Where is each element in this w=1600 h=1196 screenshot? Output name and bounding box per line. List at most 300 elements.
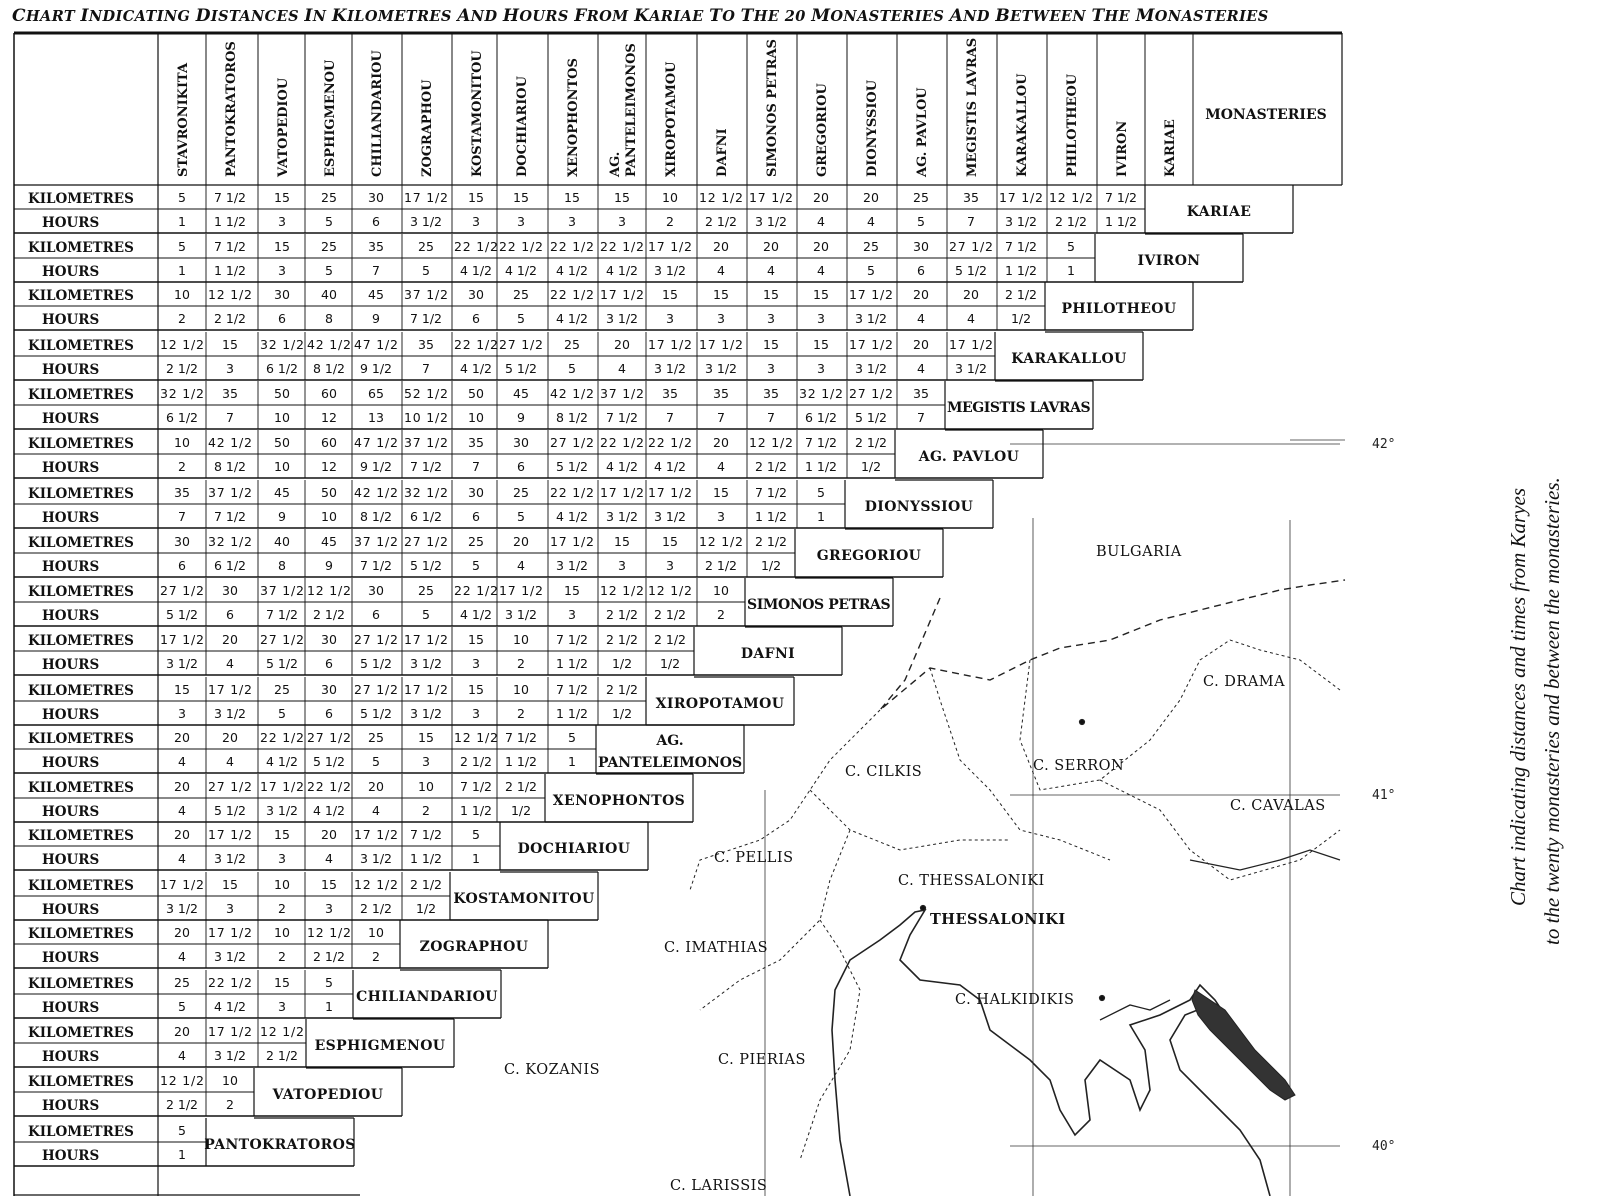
km-value: 35 (913, 386, 929, 401)
km-value: 7 1/2 (1004, 239, 1038, 254)
hours-value: 3 (517, 214, 525, 229)
monastery-name: CHILIANDARIOU (356, 989, 498, 1005)
hours-value: 2 1/2 (165, 361, 199, 376)
row-label-km: KILOMETRES (28, 436, 134, 452)
hours-value: 4 (517, 558, 525, 573)
hours-value: 5 1/2 (555, 459, 589, 474)
hours-value: 3 (717, 311, 725, 326)
monastery-name: PHILOTHEOU (1061, 301, 1177, 317)
hours-value: 7 1/2 (265, 607, 299, 622)
hours-value: 3 (618, 558, 626, 573)
hours-value: 3 (666, 311, 674, 326)
km-value: 12 1/2 (454, 730, 498, 745)
km-value: 2 1/2 (605, 682, 639, 697)
hours-value: 3 1/2 (605, 311, 639, 326)
km-value: 17 1/2 (404, 682, 448, 697)
hours-value: 3 1/2 (653, 361, 687, 376)
monastery-name: XENOPHONTOS (552, 793, 686, 809)
km-value: 37 1/2 (208, 485, 252, 500)
km-value: 12 1/2 (160, 337, 204, 352)
hours-value: 3 (278, 999, 286, 1014)
monastery-name: ZOGRAPHOU (419, 939, 529, 955)
km-value: 50 (274, 435, 290, 450)
km-value: 22 1/2 (550, 287, 594, 302)
hours-value: 7 (178, 509, 186, 524)
km-value: 15 (274, 190, 290, 205)
hours-value: 8 1/2 (555, 410, 589, 425)
km-value: 7 1/2 (213, 239, 247, 254)
hours-value: 6 (226, 607, 234, 622)
hours-value: 6 (472, 509, 480, 524)
km-value: 20 (174, 730, 190, 745)
row-label-km: KILOMETRES (28, 976, 134, 992)
row-label-hours: HOURS (42, 510, 100, 526)
hours-value: 3 1/2 (213, 1048, 247, 1063)
hours-value: 2 (372, 949, 380, 964)
km-value: 15 (174, 682, 190, 697)
km-value: 17 1/2 (749, 190, 793, 205)
hours-value: 6 1/2 (213, 558, 247, 573)
hours-value: 6 1/2 (165, 410, 199, 425)
hours-value: 3 1/2 (854, 311, 888, 326)
hours-value: 2 1/2 (359, 901, 393, 916)
km-value: 25 (468, 534, 484, 549)
km-value: 7 1/2 (504, 730, 538, 745)
row-label-km: KILOMETRES (28, 780, 134, 796)
km-value: 17 1/2 (354, 827, 398, 842)
hours-value: 4 1/2 (459, 607, 493, 622)
km-value: 32 1/2 (799, 386, 843, 401)
hours-value: 1 1/2 (555, 656, 589, 671)
hours-value: 7 1/2 (359, 558, 393, 573)
km-value: 15 (713, 287, 729, 302)
km-value: 35 (174, 485, 190, 500)
km-value: 17 1/2 (550, 534, 594, 549)
row-label-km: KILOMETRES (28, 828, 134, 844)
hours-value: 1 (325, 999, 333, 1014)
km-value: 17 1/2 (404, 632, 448, 647)
row-label-km: KILOMETRES (28, 878, 134, 894)
hours-value: 4 1/2 (653, 459, 687, 474)
hours-value: 7 (372, 263, 380, 278)
hours-value: 2 1/2 (754, 459, 788, 474)
km-value: 17 1/2 (260, 779, 304, 794)
hours-value: 3 1/2 (854, 361, 888, 376)
km-value: 25 (418, 239, 434, 254)
km-value: 15 (274, 975, 290, 990)
km-value: 7 1/2 (213, 190, 247, 205)
km-value: 32 1/2 (160, 386, 204, 401)
km-value: 7 1/2 (804, 435, 838, 450)
km-value: 35 (222, 386, 238, 401)
monastery-name: KARIAE (1186, 204, 1252, 220)
km-value: 7 1/2 (555, 632, 589, 647)
hours-value: 4 (178, 851, 186, 866)
km-value: 12 1/2 (307, 583, 351, 598)
hours-value: 4 1/2 (555, 311, 589, 326)
row-label-hours: HOURS (42, 1098, 100, 1114)
hours-value: 2 (178, 311, 186, 326)
national-border (880, 580, 1345, 710)
hours-value: 5 (278, 706, 286, 721)
km-value: 15 (274, 239, 290, 254)
hours-value: 3 1/2 (265, 803, 299, 818)
hours-value: 10 (468, 410, 484, 425)
hours-value: 5 1/2 (854, 410, 888, 425)
hours-value: 6 1/2 (804, 410, 838, 425)
map-label: C. HALKIDIKIS (955, 992, 1075, 1008)
hours-value: 6 (372, 607, 380, 622)
km-value: 15 (564, 190, 580, 205)
hours-value: 3 1/2 (165, 901, 199, 916)
map-label: C. CAVALAS (1230, 798, 1326, 814)
km-value: 35 (368, 239, 384, 254)
km-value: 15 (468, 632, 484, 647)
hours-value: 1/2 (611, 656, 633, 671)
row-label-km: KILOMETRES (28, 486, 134, 502)
hours-value: 5 (517, 509, 525, 524)
side-caption-line-2: to the twenty monasteries and between the monasteries. (1540, 477, 1564, 945)
hours-value: 10 (321, 509, 337, 524)
column-header: DAFNI (715, 128, 730, 177)
km-value: 30 (468, 485, 484, 500)
hours-value: 4 (226, 656, 234, 671)
hours-value: 1 1/2 (213, 214, 247, 229)
hours-value: 2 (278, 901, 286, 916)
km-value: 45 (274, 485, 290, 500)
km-value: 2 1/2 (504, 779, 538, 794)
km-value: 17 1/2 (600, 287, 644, 302)
hours-value: 3 (717, 509, 725, 524)
hours-value: 1/2 (510, 803, 532, 818)
map-dot (921, 906, 926, 911)
hours-value: 12 (321, 459, 337, 474)
athos-peninsula (1192, 990, 1295, 1100)
hours-value: 5 (917, 214, 925, 229)
hours-value: 1 (1067, 263, 1075, 278)
map-label: BULGARIA (1096, 544, 1182, 560)
map-dot (1080, 720, 1085, 725)
km-value: 17 1/2 (208, 827, 252, 842)
km-value: 27 1/2 (404, 534, 448, 549)
column-header: ESPHIGMENOU (323, 59, 338, 177)
km-value: 10 (418, 779, 434, 794)
km-value: 5 (178, 1123, 186, 1138)
hours-value: 2 1/2 (653, 607, 687, 622)
km-value: 30 (321, 632, 337, 647)
km-value: 10 (713, 583, 729, 598)
hours-value: 3 (422, 754, 430, 769)
km-value: 47 1/2 (354, 337, 398, 352)
hours-value: 6 (372, 214, 380, 229)
hours-value: 2 (226, 1097, 234, 1112)
km-value: 17 1/2 (849, 287, 893, 302)
hours-value: 1 1/2 (409, 851, 443, 866)
km-value: 17 1/2 (404, 190, 448, 205)
hours-value: 3 (325, 901, 333, 916)
km-value: 5 (472, 827, 480, 842)
hours-value: 3 1/2 (1004, 214, 1038, 229)
km-value: 22 1/2 (600, 435, 644, 450)
km-value: 5 (325, 975, 333, 990)
hours-value: 8 (278, 558, 286, 573)
hours-value: 6 (278, 311, 286, 326)
monastery-name: DOCHIARIOU (517, 841, 631, 857)
km-value: 20 (174, 1024, 190, 1039)
row-label-hours: HOURS (42, 608, 100, 624)
hours-value: 6 (325, 706, 333, 721)
row-label-km: KILOMETRES (28, 387, 134, 403)
km-value: 2 1/2 (605, 632, 639, 647)
km-value: 50 (274, 386, 290, 401)
hours-value: 2 1/2 (312, 607, 346, 622)
page-title: CHART INDICATING DISTANCES IN KILOMETRES AND HOURS FROM KARIAE TO THE 20 MONASTERIES AND BETWEEN THE MONASTERIES (12, 6, 1269, 26)
hours-value: 1 1/2 (213, 263, 247, 278)
hours-value: 4 1/2 (504, 263, 538, 278)
hours-value: 1 (817, 509, 825, 524)
km-value: 27 1/2 (307, 730, 351, 745)
km-value: 20 (222, 632, 238, 647)
km-value: 17 1/2 (160, 632, 204, 647)
hours-value: 2 1/2 (213, 311, 247, 326)
monastery-name: DAFNI (740, 646, 796, 662)
row-label-hours: HOURS (42, 707, 100, 723)
hours-value: 4 (967, 311, 975, 326)
column-header: XIROPOTAMOU (664, 61, 679, 177)
km-value: 15 (614, 190, 630, 205)
km-value: 35 (662, 386, 678, 401)
km-value: 15 (468, 682, 484, 697)
map-label: C. KOZANIS (504, 1062, 601, 1078)
km-value: 20 (174, 925, 190, 940)
hours-value: 1/2 (760, 558, 782, 573)
km-value: 2 1/2 (754, 534, 788, 549)
km-value: 25 (564, 337, 580, 352)
km-value: 10 (368, 925, 384, 940)
hours-value: 8 1/2 (359, 509, 393, 524)
km-value: 27 1/2 (550, 435, 594, 450)
hours-value: 4 (917, 361, 925, 376)
km-value: 27 1/2 (208, 779, 252, 794)
hours-value: 5 1/2 (312, 754, 346, 769)
hours-value: 7 (422, 361, 430, 376)
km-value: 12 1/2 (600, 583, 644, 598)
km-value: 45 (513, 386, 529, 401)
hours-value: 4 1/2 (312, 803, 346, 818)
km-value: 17 1/2 (849, 337, 893, 352)
row-label-hours: HOURS (42, 804, 100, 820)
column-header: KARAKALLOU (1015, 73, 1030, 177)
hours-value: 4 (817, 263, 825, 278)
km-value: 42 1/2 (354, 485, 398, 500)
monastery-name: KARAKALLOU (1011, 351, 1127, 367)
hours-value: 4 (178, 803, 186, 818)
km-value: 15 (614, 534, 630, 549)
row-label-hours: HOURS (42, 657, 100, 673)
hours-value: 3 1/2 (653, 263, 687, 278)
hours-value: 3 (472, 656, 480, 671)
hours-value: 7 1/2 (409, 459, 443, 474)
column-header: VATOPEDIOU (276, 77, 291, 177)
hours-value: 4 1/2 (213, 999, 247, 1014)
row-label-km: KILOMETRES (28, 338, 134, 354)
km-value: 30 (913, 239, 929, 254)
hours-value: 9 1/2 (359, 459, 393, 474)
hours-value: 3 (618, 214, 626, 229)
hours-value: 3 1/2 (213, 851, 247, 866)
hours-value: 6 1/2 (409, 509, 443, 524)
km-value: 22 1/2 (454, 337, 498, 352)
hours-value: 3 1/2 (359, 851, 393, 866)
hours-value: 5 1/2 (265, 656, 299, 671)
table-row (14, 185, 1293, 233)
hours-value: 6 1/2 (265, 361, 299, 376)
hours-value: 7 (917, 410, 925, 425)
km-value: 25 (418, 583, 434, 598)
hours-value: 3 1/2 (605, 509, 639, 524)
hours-value: 5 (372, 754, 380, 769)
km-value: 25 (274, 682, 290, 697)
km-value: 17 1/2 (208, 1024, 252, 1039)
map-label: THESSALONIKI (930, 911, 1066, 928)
column-header: AG. (608, 151, 623, 177)
row-label-km: KILOMETRES (28, 1025, 134, 1041)
hours-value: 2 (178, 459, 186, 474)
row-label-hours: HOURS (42, 1148, 100, 1164)
row-label-hours: HOURS (42, 460, 100, 476)
hours-value: 6 (325, 656, 333, 671)
row-label-km: KILOMETRES (28, 731, 134, 747)
km-value: 27 1/2 (160, 583, 204, 598)
hours-value: 2 (666, 214, 674, 229)
hours-value: 9 (517, 410, 525, 425)
km-value: 15 (513, 190, 529, 205)
hours-value: 3 (568, 607, 576, 622)
monastery-name: GREGORIOU (816, 548, 922, 564)
hours-value: 3 (472, 214, 480, 229)
hours-value: 3 (472, 706, 480, 721)
km-value: 42 1/2 (550, 386, 594, 401)
hours-value: 3 (226, 361, 234, 376)
km-value: 25 (513, 287, 529, 302)
row-label-hours: HOURS (42, 215, 100, 231)
km-value: 60 (321, 435, 337, 450)
km-value: 12 1/2 (260, 1024, 304, 1039)
km-value: 15 (222, 877, 238, 892)
hours-value: 4 (867, 214, 875, 229)
km-value: 22 1/2 (307, 779, 351, 794)
monastery-name: ESPHIGMENOU (314, 1038, 446, 1054)
km-value: 17 1/2 (648, 337, 692, 352)
hours-value: 2 1/2 (605, 607, 639, 622)
km-value: 35 (418, 337, 434, 352)
monastery-name: PANTELEIMONOS (597, 755, 743, 771)
km-value: 30 (222, 583, 238, 598)
latitude-label: 40° (1372, 1139, 1396, 1154)
hours-value: 1/2 (611, 706, 633, 721)
km-value: 35 (468, 435, 484, 450)
hours-value: 4 1/2 (265, 754, 299, 769)
km-value: 42 1/2 (208, 435, 252, 450)
hours-value: 5 1/2 (409, 558, 443, 573)
km-value: 20 (863, 190, 879, 205)
km-value: 10 (174, 435, 190, 450)
hours-value: 7 1/2 (605, 410, 639, 425)
hours-value: 3 (666, 558, 674, 573)
map-label: C. DRAMA (1203, 674, 1286, 690)
hours-value: 8 1/2 (213, 459, 247, 474)
km-value: 17 1/2 (208, 925, 252, 940)
column-header: KARIAE (1163, 119, 1178, 177)
km-value: 20 (963, 287, 979, 302)
hours-value: 4 (767, 263, 775, 278)
km-value: 32 1/2 (260, 337, 304, 352)
hours-value: 12 (321, 410, 337, 425)
hours-value: 1 1/2 (555, 706, 589, 721)
km-value: 30 (513, 435, 529, 450)
hours-value: 4 1/2 (459, 361, 493, 376)
column-header: KOSTAMONITOU (470, 50, 485, 177)
hours-value: 3 (178, 706, 186, 721)
column-header: GREGORIOU (815, 83, 830, 177)
hours-value: 3 (767, 311, 775, 326)
hours-value: 3 (817, 311, 825, 326)
km-value: 27 1/2 (354, 682, 398, 697)
km-value: 20 (913, 287, 929, 302)
hours-value: 2 1/2 (1054, 214, 1088, 229)
column-header: ZOGRAPHOU (420, 79, 435, 177)
hours-value: 5 (568, 361, 576, 376)
km-value: 17 1/2 (648, 239, 692, 254)
km-value: 2 1/2 (854, 435, 888, 450)
column-header: CHILIANDARIOU (370, 50, 385, 177)
km-value: 37 1/2 (404, 287, 448, 302)
km-value: 15 (321, 877, 337, 892)
column-header: AG. PAVLOU (915, 87, 930, 177)
hours-value: 1/2 (415, 901, 437, 916)
km-value: 15 (468, 190, 484, 205)
monastery-name: AG. PAVLOU (918, 449, 1020, 465)
header-corner: MONASTERIES (1205, 107, 1327, 123)
km-value: 20 (222, 730, 238, 745)
hours-value: 4 1/2 (605, 263, 639, 278)
km-value: 20 (813, 239, 829, 254)
km-value: 20 (763, 239, 779, 254)
km-value: 20 (368, 779, 384, 794)
hours-value: 1/2 (1010, 311, 1032, 326)
km-value: 20 (713, 239, 729, 254)
hours-value: 4 (178, 1048, 186, 1063)
hours-value: 5 (178, 999, 186, 1014)
km-value: 20 (614, 337, 630, 352)
hours-value: 5 1/2 (165, 607, 199, 622)
km-value: 22 1/2 (550, 239, 594, 254)
hours-value: 2 1/2 (165, 1097, 199, 1112)
km-value: 12 1/2 (648, 583, 692, 598)
km-value: 50 (321, 485, 337, 500)
hours-value: 5 1/2 (359, 656, 393, 671)
km-value: 7 1/2 (555, 682, 589, 697)
hours-value: 4 (325, 851, 333, 866)
row-label-km: KILOMETRES (28, 240, 134, 256)
km-value: 10 (662, 190, 678, 205)
hours-value: 2 1/2 (704, 558, 738, 573)
km-value: 45 (368, 287, 384, 302)
km-value: 15 (662, 287, 678, 302)
map-label: C. SERRON (1033, 758, 1125, 774)
km-value: 27 1/2 (499, 337, 543, 352)
km-value: 10 (513, 682, 529, 697)
